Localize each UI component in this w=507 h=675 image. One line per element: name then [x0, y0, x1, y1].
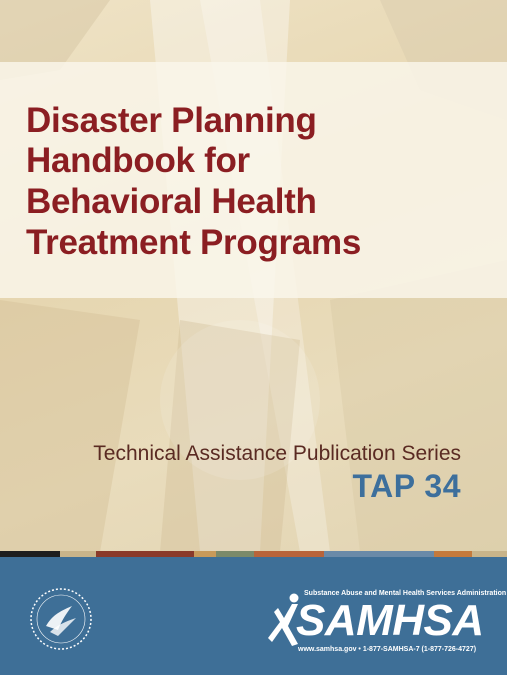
samhsa-subtitle: Substance Abuse and Mental Health Services Administration	[304, 590, 507, 597]
title-line-4: Treatment Programs	[26, 223, 361, 262]
samhsa-contact: www.samhsa.gov • 1-877-SAMHSA-7 (1-877-726-4727)	[298, 646, 477, 653]
samhsa-logo-wordmark: SAMHSA	[296, 596, 484, 645]
hhs-seal-icon	[28, 586, 94, 652]
title-line-3: Behavioral Health	[26, 182, 317, 221]
tap-number: TAP 34	[352, 468, 461, 504]
title-line-1: Disaster Planning	[26, 101, 317, 140]
series-label: Technical Assistance Publication Series	[93, 442, 461, 465]
title-line-2: Handbook for	[26, 141, 250, 180]
